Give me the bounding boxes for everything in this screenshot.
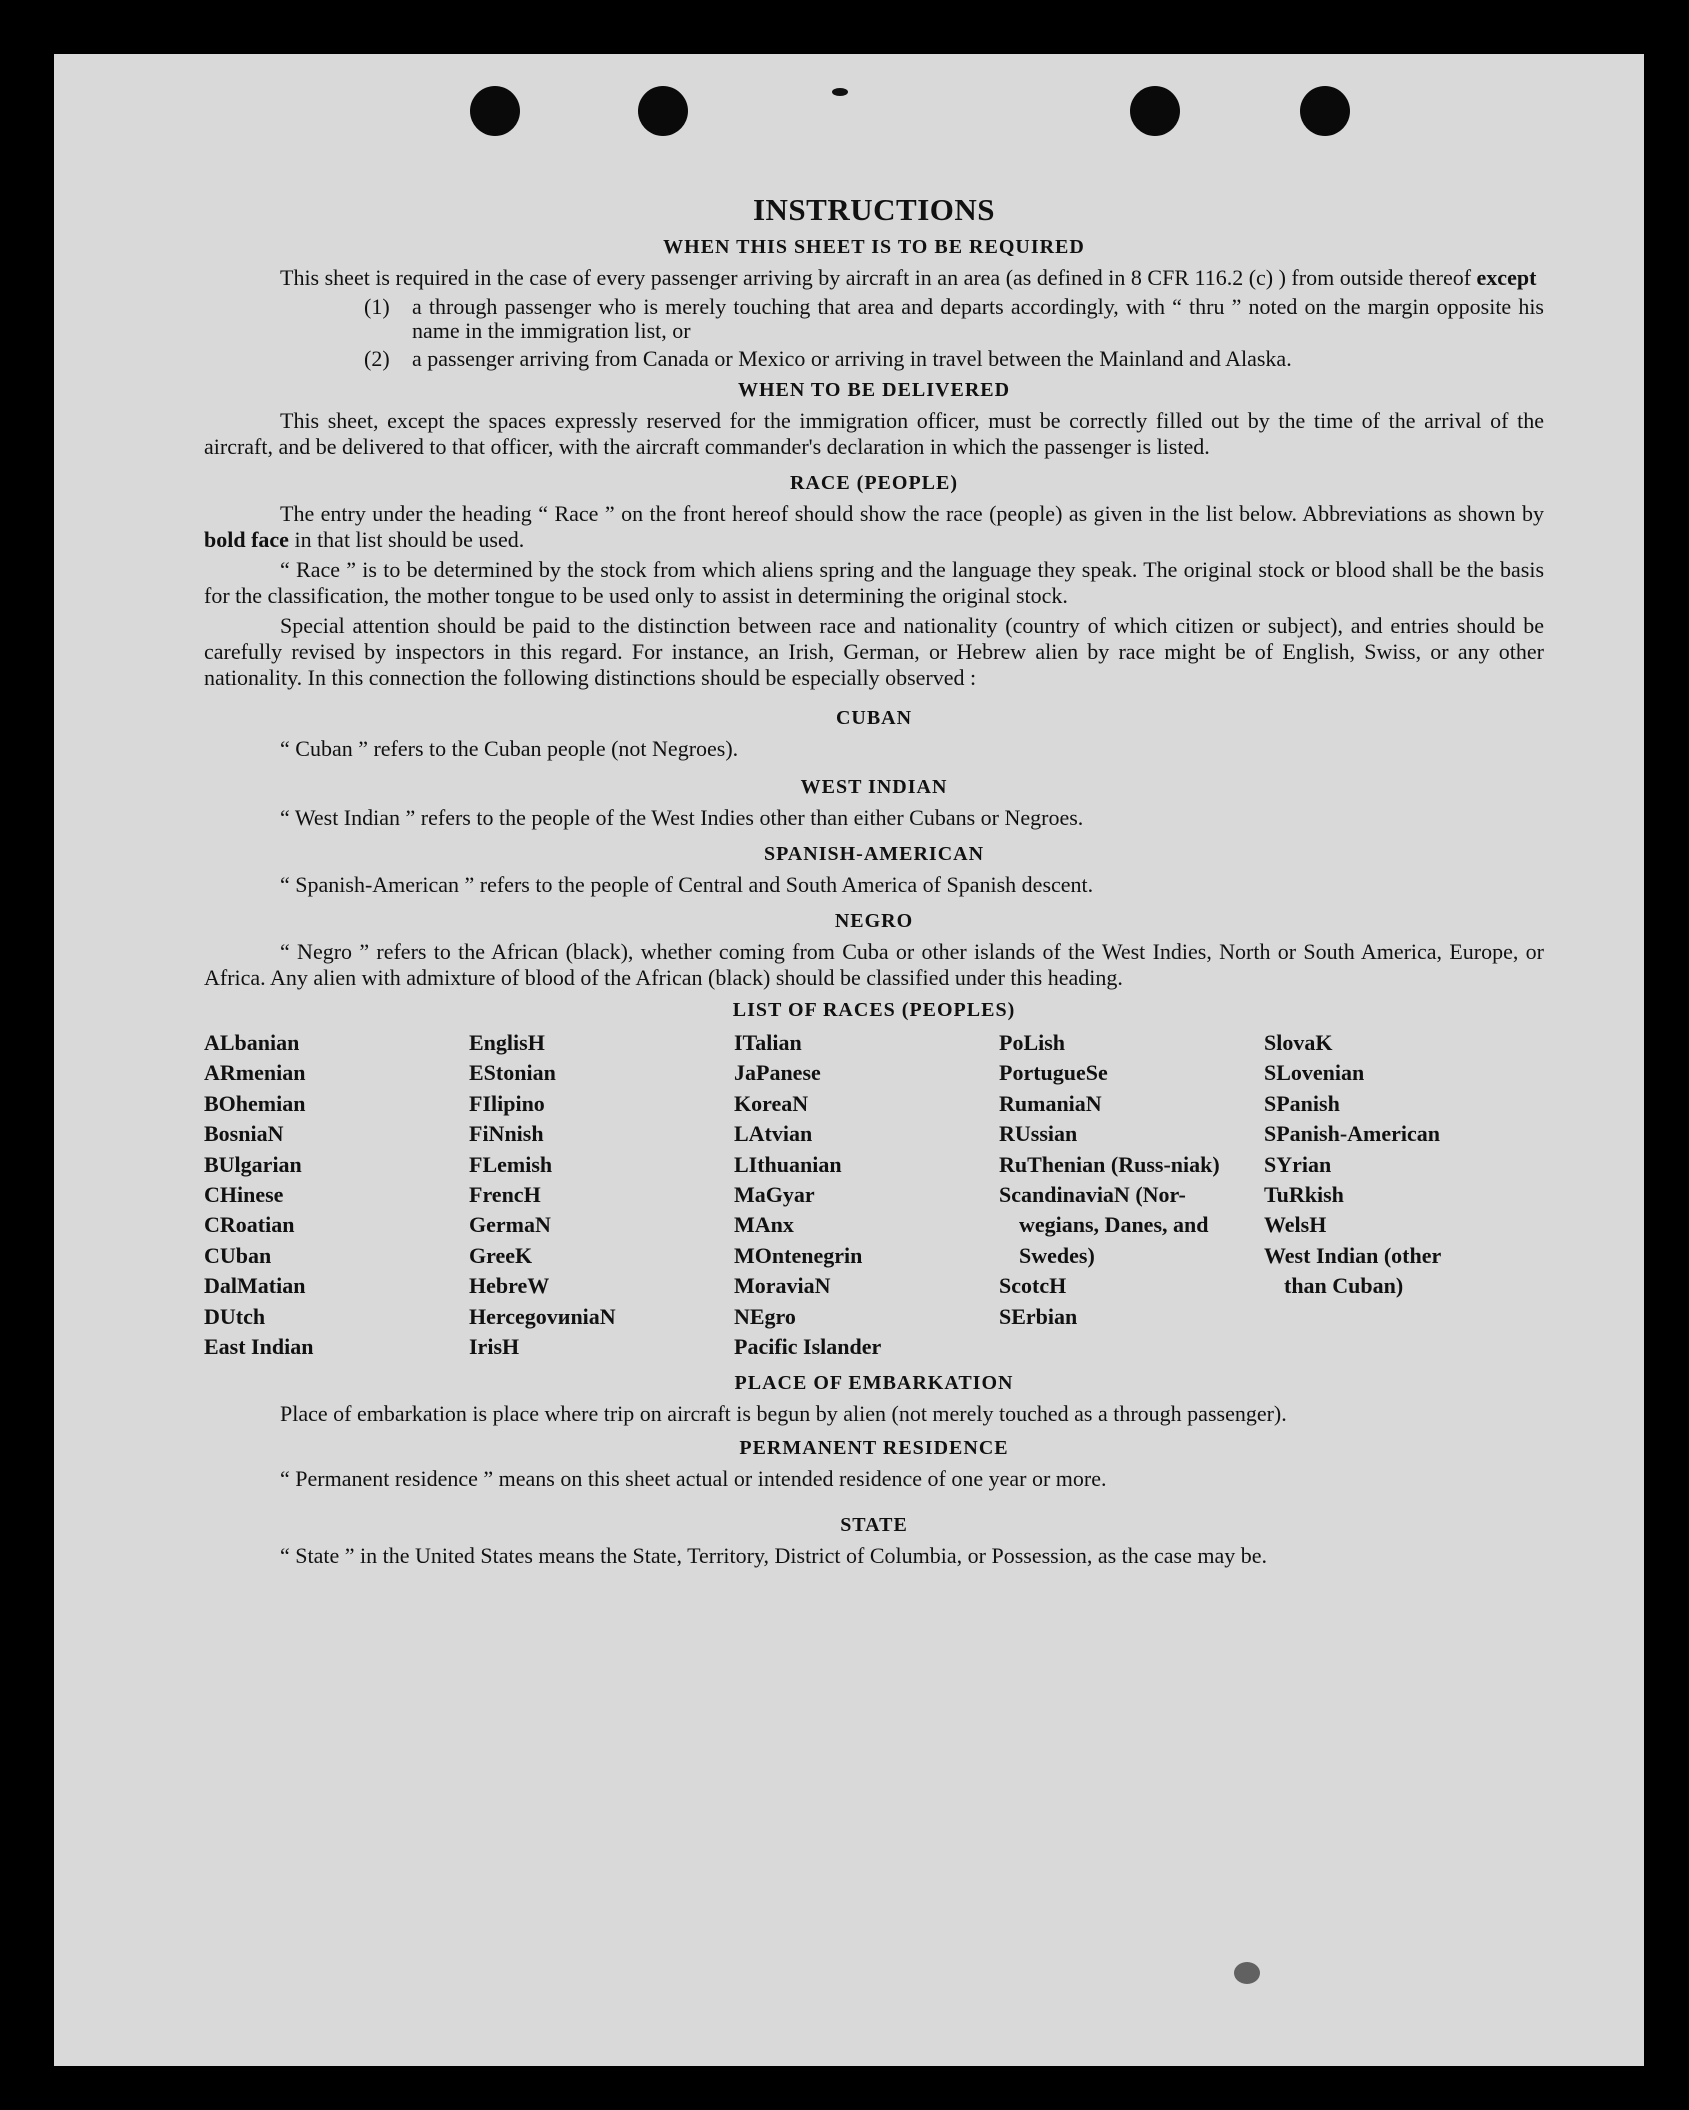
race-entry: MOntenegrin [734, 1242, 863, 1268]
race-entry: RumaniaN [999, 1090, 1102, 1116]
race-entry: EStonian [469, 1060, 556, 1086]
race-entry: PoLish [999, 1030, 1066, 1055]
state-text: “ State ” in the United States means the State, Territory, District of Columbia, or Possession, as the case may be. [280, 1543, 1268, 1569]
race-entry: SPanish [1264, 1090, 1340, 1116]
races-column [999, 1028, 1264, 1362]
race-entry: CUban [204, 1242, 272, 1268]
section-heading: PLACE OF EMBARKATION [734, 1372, 1014, 1395]
required-intro-text: This sheet is required in the case of every passenger arriving by aircraft in an area (as defined in 8 CFR 116.2 (c) ) from outside thereof [280, 265, 1472, 290]
race-entry: ScotcH [999, 1273, 1067, 1299]
item-text: a passenger arriving from Canada or Mexico or arriving in travel between the Mainland and Alaska. [412, 346, 1292, 371]
races-column [1264, 1028, 1484, 1362]
race-entry: TuRkish [1264, 1182, 1344, 1208]
race-entry: HercegovиniaN [469, 1303, 616, 1329]
race-entry: DUtch [204, 1303, 266, 1329]
race-entry: FiNnish [469, 1121, 544, 1147]
section-heading: NEGRO [834, 910, 914, 932]
race-entry: ARmenian [204, 1060, 306, 1086]
race-entry: SLovenian [1264, 1060, 1365, 1086]
section-heading: WHEN TO BE DELIVERED [737, 379, 1011, 401]
item-number: (1) [364, 294, 390, 319]
embarkation-text: Place of embarkation is place where trip on aircraft is begun by alien (not merely touched as a through passenger). [280, 1401, 1287, 1427]
race-entry: MoraviaN [734, 1273, 831, 1299]
race-entry: SlovaK [1264, 1030, 1333, 1055]
race-entry: FrencH [469, 1182, 541, 1208]
race-entry: CRoatian [204, 1212, 295, 1238]
exception-item [364, 347, 1544, 371]
race-entry: CHinese [204, 1182, 284, 1208]
residence-text: “ Permanent residence ” means on this sheet actual or intended residence of one year or more. [280, 1466, 1107, 1492]
race-entry: East Indian [204, 1334, 314, 1360]
section-heading: WEST INDIAN [800, 776, 948, 798]
punch-hole [470, 86, 520, 136]
race-entry: SPanish-American [1264, 1121, 1440, 1147]
punch-hole [638, 86, 688, 136]
race-entry: Pacific Islander [734, 1334, 882, 1360]
item-text: a through passenger who is merely touching that area and departs accordingly, with “ thru ” noted on the margin opposite his name in the immigration list, or [412, 294, 1544, 343]
races-column [734, 1028, 999, 1362]
race-paragraph [204, 501, 1544, 553]
required-intro [204, 265, 1544, 291]
race-entry: GermaN [469, 1212, 551, 1238]
ink-speck [1234, 1962, 1260, 1984]
required-intro-except: except [1476, 265, 1537, 290]
races-column [204, 1028, 469, 1362]
race-paragraph: “ Race ” is to be determined by the stock from which aliens spring and the language they speak. The original stock or blood shall be the basis for the classification, the mother tongue to be used only to assist in determining the original stock. [204, 557, 1544, 608]
race-text: in that list should be used. [294, 527, 525, 552]
item-number: (2) [364, 346, 390, 371]
ink-speck [832, 88, 848, 96]
negro-text: “ Negro ” refers to the African (black), whether coming from Cuba or other islands of the West Indies, North or South America, Europe, or Africa. Any alien with admixture of blood of the African (black) should be classified under this heading. [204, 939, 1544, 990]
race-entry: LAtvian [734, 1121, 813, 1147]
section-heading: CUBAN [835, 707, 913, 729]
race-entry: ALbanian [204, 1030, 300, 1055]
delivered-text: This sheet, except the spaces expressly reserved for the immigration officer, must be correctly filled out by the time of the arrival of the aircraft, and be delivered to that officer, with the aircraft commander's declaration in which the passenger is listed. [204, 408, 1544, 459]
race-entry: HebreW [469, 1273, 550, 1299]
race-entry: EnglisH [469, 1030, 545, 1055]
section-heading: SPANISH-AMERICAN [763, 843, 985, 865]
race-entry: IrisH [469, 1334, 520, 1360]
races-list [204, 1028, 1544, 1362]
section-heading: PERMANENT RESIDENCE [739, 1437, 1009, 1460]
race-entry: West Indian (other than Cuban) [1264, 1242, 1441, 1299]
section-heading: WHEN THIS SHEET IS TO BE REQUIRED [663, 236, 1085, 258]
race-entry: LIthuanian [734, 1151, 842, 1177]
punch-hole [1300, 86, 1350, 136]
race-bold-text: bold face [204, 527, 289, 552]
west-indian-text: “ West Indian ” refers to the people of the West Indies other than either Cubans or Negroes. [280, 805, 1084, 830]
punch-hole [1130, 86, 1180, 136]
race-entry: DalMatian [204, 1273, 306, 1299]
race-paragraph: Special attention should be paid to the distinction between race and nationality (country of which citizen or subject), and entries should be carefully revised by inspectors in this regard. For instance, an Irish, German, or Hebrew alien by race might be of English, Swiss, or any other nationality. In this connection the following distinctions should be especially observed : [204, 613, 1544, 690]
section-heading: STATE [840, 1514, 908, 1537]
race-entry: KoreaN [734, 1090, 809, 1116]
race-entry: ITalian [734, 1030, 802, 1055]
race-entry: GreeK [469, 1242, 533, 1268]
race-entry: ScandinaviaN (Nor-wegians, Danes, and Swedes) [999, 1182, 1209, 1268]
race-entry: NEgro [734, 1303, 796, 1329]
race-entry: MAnx [734, 1212, 794, 1238]
race-entry: BOhemian [204, 1090, 306, 1116]
race-entry: FIlipino [469, 1090, 545, 1116]
page-title: INSTRUCTIONS [752, 192, 995, 227]
exception-item [364, 295, 1544, 343]
races-column [469, 1028, 734, 1362]
race-entry: RUssian [999, 1121, 1078, 1147]
spanish-american-text: “ Spanish-American ” refers to the people of Central and South America of Spanish descent. [280, 872, 1094, 897]
race-entry: MaGyar [734, 1182, 815, 1208]
section-heading: LIST OF RACES (PEOPLES) [732, 999, 1016, 1021]
race-entry: RuThenian (Russ-niak) [999, 1151, 1220, 1177]
race-entry: BosniaN [204, 1121, 284, 1147]
cuban-text: “ Cuban ” refers to the Cuban people (not Negroes). [280, 736, 739, 761]
race-entry: SErbian [999, 1303, 1078, 1329]
race-entry: BUlgarian [204, 1151, 302, 1177]
race-text: The entry under the heading “ Race ” on the front hereof should show the race (people) as given in the list below. Abbreviations as shown by [280, 501, 1544, 526]
race-entry: JaPanese [734, 1060, 821, 1086]
document-sheet [54, 54, 1644, 2066]
instructions-content [204, 192, 1544, 1569]
race-entry: PortugueSe [999, 1060, 1108, 1086]
race-entry: SYrian [1264, 1151, 1332, 1177]
section-heading: RACE (PEOPLE) [790, 472, 958, 494]
race-entry: WelsH [1264, 1212, 1327, 1238]
race-entry: FLemish [469, 1151, 553, 1177]
